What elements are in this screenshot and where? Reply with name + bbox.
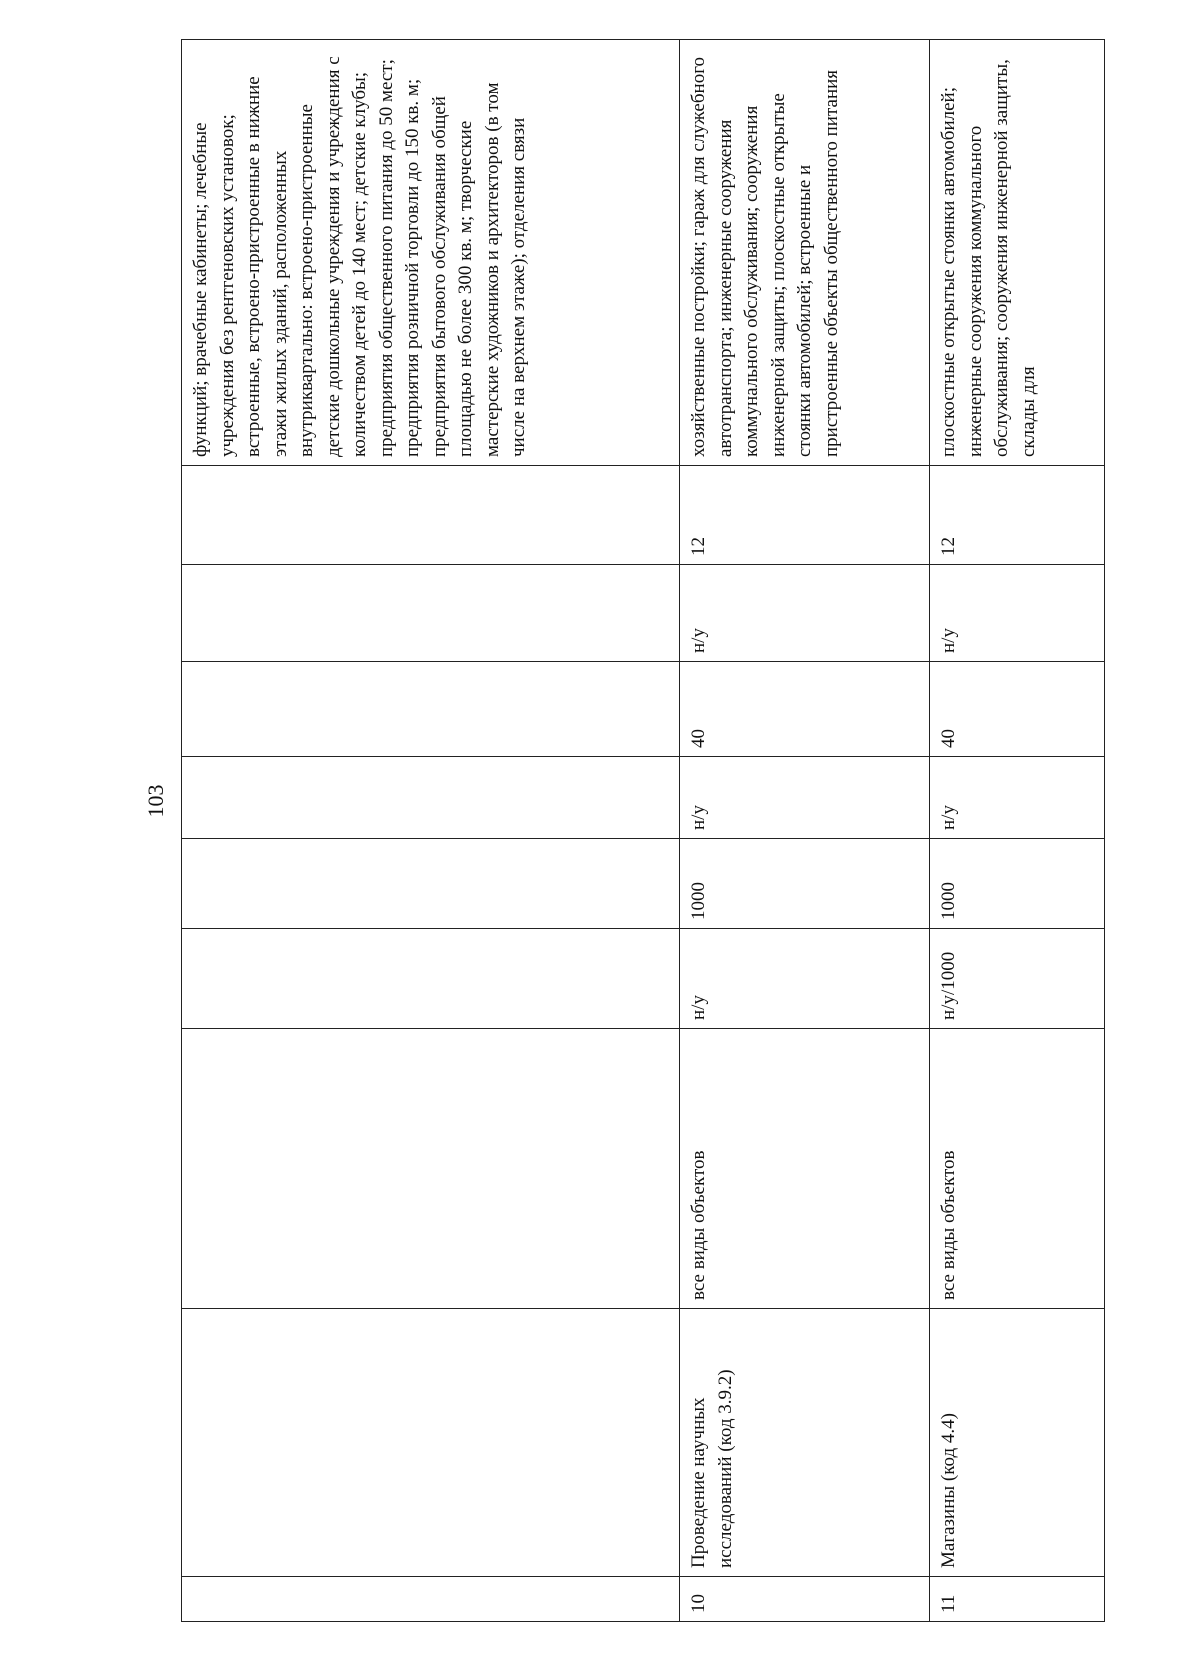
cell-name: Магазины (код 4.4) [930, 1309, 1105, 1577]
cell-v5: н/у [930, 565, 1105, 662]
rotated-table-container [181, 40, 1104, 1622]
cell-v5 [182, 565, 680, 662]
cell-v5: н/у [680, 565, 930, 662]
cell-v3: н/у [680, 757, 930, 839]
cell-v6: 12 [930, 466, 1105, 565]
table-row [930, 40, 1105, 1622]
cell-v1: н/у/1000 [930, 929, 1105, 1029]
cell-objects [182, 1029, 680, 1309]
cell-v4: 40 [680, 662, 930, 757]
cell-name [182, 1309, 680, 1577]
table-row [680, 40, 930, 1622]
cell-v3 [182, 757, 680, 839]
cell-num [182, 1577, 680, 1622]
cell-v6: 12 [680, 466, 930, 565]
cell-num: 10 [680, 1577, 930, 1622]
cell-v1: н/у [680, 929, 930, 1029]
land-use-table [181, 39, 1105, 1622]
cell-description: плоскостные открытые стоянки автомобилей; инженерные сооружения коммунального обслуживания; сооружения инженерной защиты, склады для [930, 40, 1105, 466]
cell-description: хозяйственные постройки; гараж для служебного автотранспорта; инженерные сооружения коммунального обслуживания; сооружения инженерной защиты; плоскостные открытые стоянки автомобилей; встроенные и пристроенные объекты общественного питания [680, 40, 930, 466]
cell-objects: все виды объектов [680, 1029, 930, 1309]
table-row-continued [182, 40, 680, 1622]
page-number: 103 [143, 784, 168, 818]
cell-name: Проведение научных исследований (код 3.9.2) [680, 1309, 930, 1577]
cell-objects: все виды объектов [930, 1029, 1105, 1309]
cell-num: 11 [930, 1577, 1105, 1622]
cell-v3: н/у [930, 757, 1105, 839]
cell-description: функций; врачебные кабинеты; лечебные учреждения без рентгеновских установок; встроенные, встроено-пристроенные в нижние этажи жилых зданий, расположенных внутриквартально: встроено-пристроенные детские дошкольные учреждения и учреждения с количеством детей до 140 мест; детские клубы; предприятия общественного питания до 50 мест; предприятия розничной торговли до 150 кв. м; предприятия бытового обслуживания общей площадью не более 300 кв. м; творческие мастерские художников и архитекторов (в том числе на верхнем этаже); отделения связи [182, 40, 680, 466]
cell-v6 [182, 466, 680, 565]
cell-v4 [182, 662, 680, 757]
cell-v1 [182, 929, 680, 1029]
cell-v2 [182, 839, 680, 929]
cell-v4: 40 [930, 662, 1105, 757]
cell-v2: 1000 [930, 839, 1105, 929]
cell-v2: 1000 [680, 839, 930, 929]
